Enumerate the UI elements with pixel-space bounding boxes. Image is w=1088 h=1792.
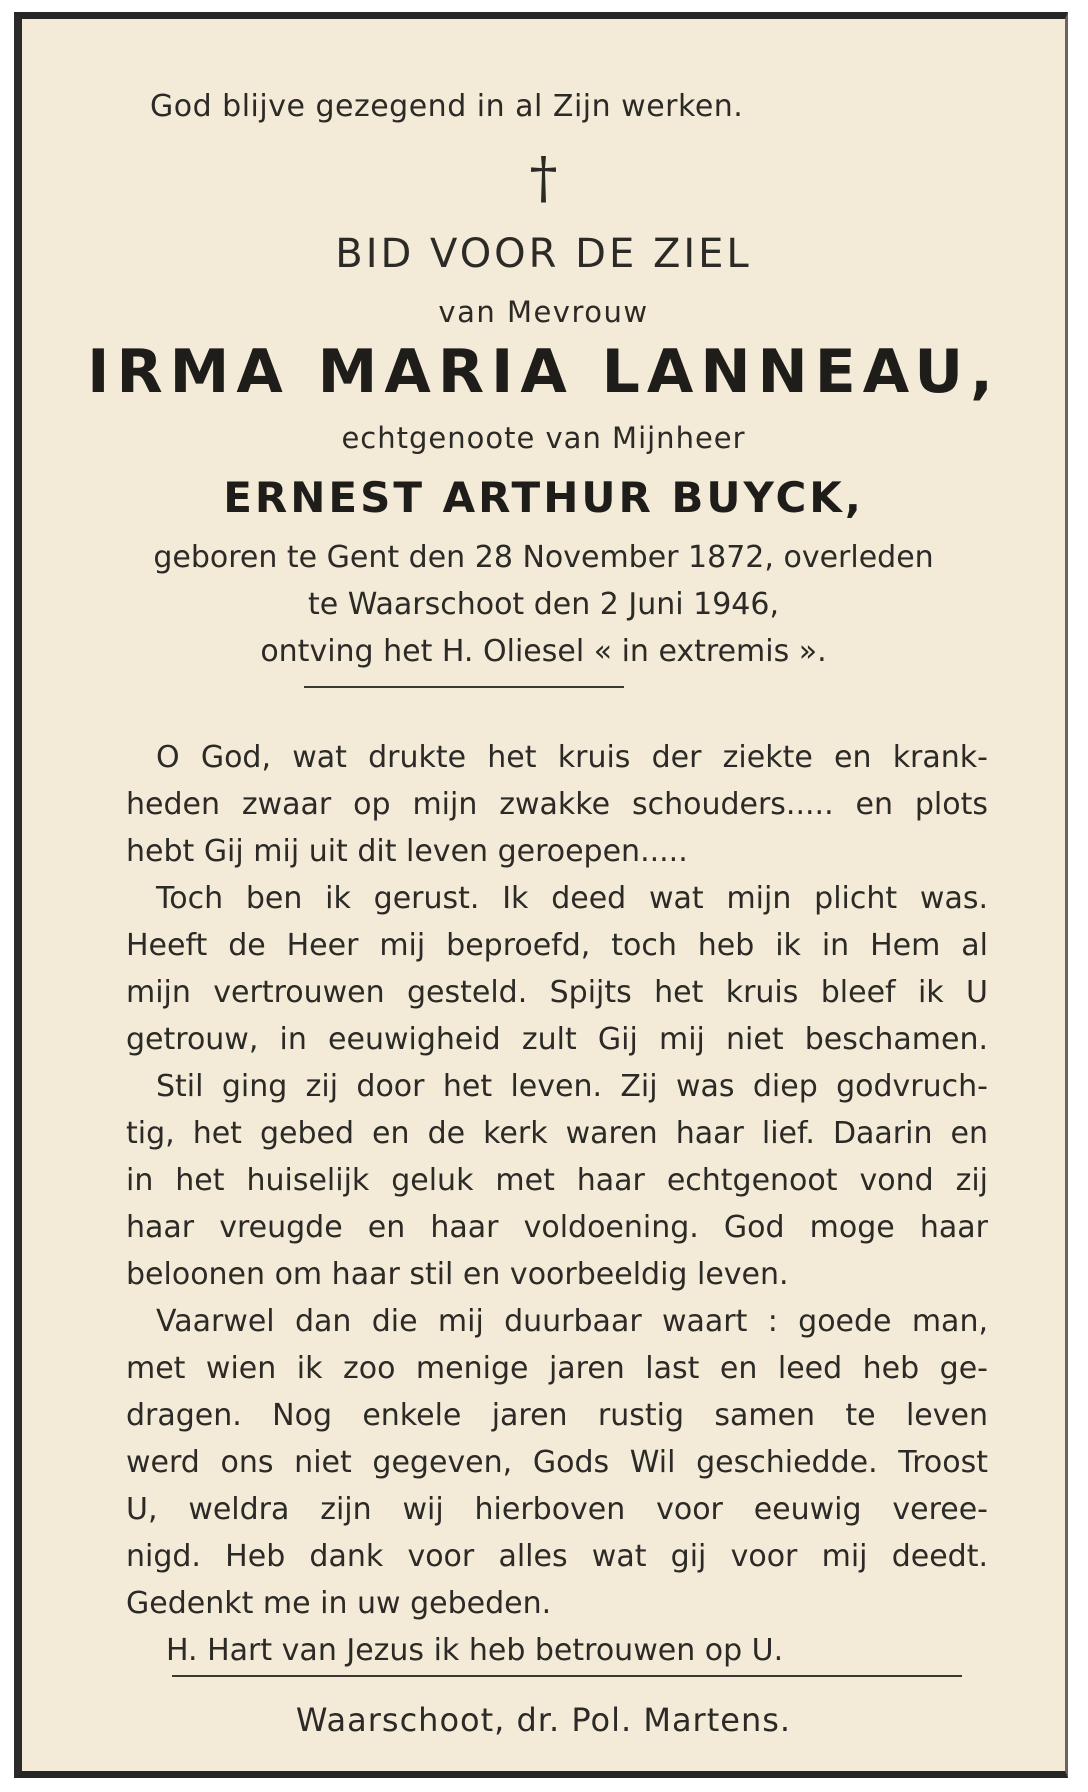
divider	[172, 1675, 962, 1677]
prayer-line: in het huiselijk geluk met haar echtgenoot vond zij	[126, 1163, 988, 1198]
prayer-line: mijn vertrouwen gesteld. Spijts het kruis bleef ik U	[126, 975, 988, 1010]
prayer-line: werd ons niet gegeven, Gods Wil geschiedde. Troost	[126, 1445, 988, 1480]
prayer-line: Toch ben ik gerust. Ik deed wat mijn plicht was.	[156, 881, 988, 916]
prayer-line: heden zwaar op mijn zwakke schouders..... en plots	[126, 787, 988, 822]
prayer-line: U, weldra zijn wij hierboven voor eeuwig veree-	[126, 1492, 988, 1527]
prayer-line: dragen. Nog enkele jaren rustig samen te leven	[126, 1398, 988, 1433]
memorial-card	[14, 12, 1068, 1778]
prayer-line: nigd. Heb dank voor alles wat gij voor mij deedt.	[126, 1539, 988, 1574]
deceased-name: IRMA MARIA LANNEAU,	[87, 337, 1000, 407]
prayer-line: O God, wat drukte het kruis der ziekte en krank-	[156, 740, 988, 775]
prayer-line: Stil ging zij door het leven. Zij was diep godvruch-	[156, 1069, 988, 1104]
prayer-line: tig, het gebed en de kerk waren haar lief. Daarin en	[126, 1116, 988, 1151]
prayer-line: Heeft de Heer mij beproefd, toch heb ik in Hem al	[126, 928, 988, 963]
prayer-line: Vaarwel dan die mij duurbaar waart : goede man,	[156, 1304, 988, 1339]
intro-line: God blijve gezegend in al Zijn werken.	[150, 89, 744, 124]
prayer-line: H. Hart van Jezus ik heb betrouwen op U.	[166, 1633, 784, 1668]
prayer-text	[126, 734, 988, 1674]
prayer-line: getrouw, in eeuwigheid zult Gij mij niet beschamen.	[126, 1022, 988, 1057]
card-heading: BID VOOR DE ZIEL	[335, 231, 752, 277]
biography	[22, 534, 1065, 675]
prayer-line: met wien ik zoo menige jaren last en leed heb ge-	[126, 1351, 988, 1386]
printer-credit: Waarschoot, dr. Pol. Martens.	[295, 1701, 792, 1739]
prayer-line: haar vreugde en haar voldoening. God moge haar	[126, 1210, 988, 1245]
divider	[304, 686, 624, 688]
cross-icon: †	[529, 146, 558, 211]
title-line: van Mevrouw	[438, 295, 649, 329]
bio-line: geboren te Gent den 28 November 1872, overleden	[153, 540, 934, 575]
prayer-line: beloonen om haar stil en voorbeeldig leven.	[126, 1257, 789, 1292]
spouse-name: ERNEST ARTHUR BUYCK,	[223, 473, 864, 522]
bio-line: ontving het H. Oliesel « in extremis ».	[260, 634, 827, 669]
prayer-line: hebt Gij mij uit dit leven geroepen.....	[126, 834, 688, 869]
spouse-line: echtgenoote van Mijnheer	[341, 421, 746, 455]
bio-line: te Waarschoot den 2 Juni 1946,	[307, 587, 780, 622]
prayer-line: Gedenkt me in uw gebeden.	[126, 1586, 552, 1621]
